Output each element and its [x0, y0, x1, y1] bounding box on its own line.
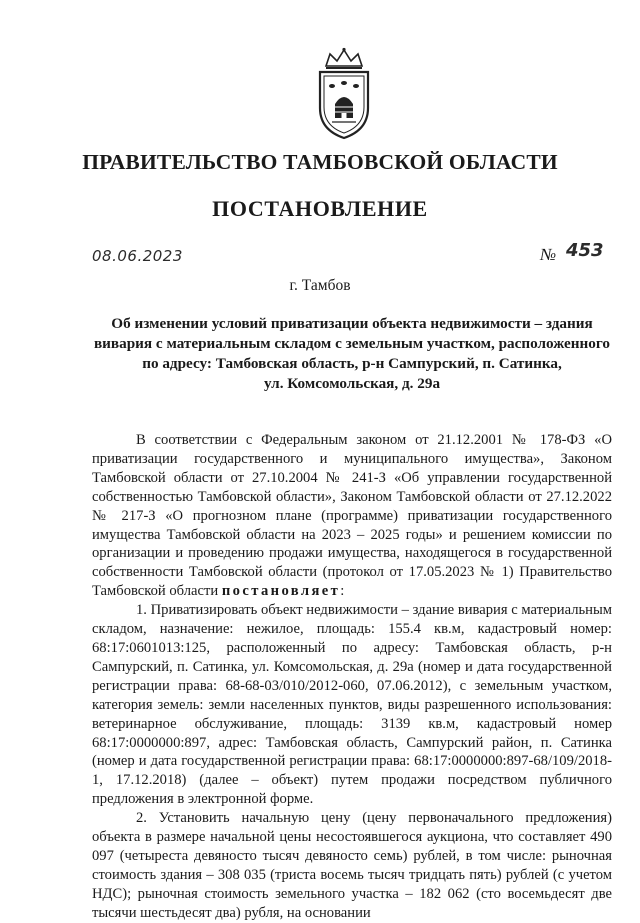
clause-1-paragraph: 1. Приватизировать объект недвижимости – здание вивария с материальным складом, назначение: нежилое, площадь: 155.4 кв.м, кадастровый номер: 68:17:0601013:125, расположенный по адресу: Тамбовская область, р-н Сампурский, п. Сатинка, ул. Комсомольская, д. 29а (номер и дата государственной регистрации права: 68-68-03/010/2012-060, 07.06.2012), с земельным участком, категория земель: земли населенных пунктов, виды разрешенного использования: ветеринарное обслуживание, площадь: 3139 кв.м, кадастровый номер 68:17:0000000:897, адрес: Тамбовская область, Сампурский район, п. Сатинка (номер и дата государственной регистрации права: 68:17:0000000:897-68/109/2018-1, 17.12.2018) (далее – объект) путем продажи посредством публичного предложения в электронной форме. [92, 602, 612, 808]
government-title: ПРАВИТЕЛЬСТВО ТАМБОВСКОЙ ОБЛАСТИ [82, 150, 558, 174]
resolution-keyword: постановляет [221, 583, 341, 600]
number-sign: № [540, 245, 557, 264]
clause-2-paragraph: 2. Установить начальную цену (цену первоначального предложения) объекта в размере начальной цены несостоявшегося аукциона, что составляет 490 097 (четыреста девяносто тысяч девяносто семь) рублей, в том числе: рыночная стоимость здания – 308 035 (триста восемь тысяч тридцать пять) рублей (с учетом НДС); рыночная стоимость земельного участка – 182 062 (сто восемьдесят две тысячи шестьдесят два) рубля, на основании [92, 810, 612, 921]
subject-line: Об изменении условий приватизации объекта недвижимости – здания [111, 315, 593, 332]
document-subject [92, 314, 612, 394]
document-type-title: ПОСТАНОВЛЕНИЕ [212, 196, 428, 221]
preamble-text: В соответствии с Федеральным законом от 21.12.2001 № 178-ФЗ «О приватизации государственного и муниципального имущества», Законом Тамбовской области от 27.10.2004 № 241-З «Об управлении государственной собственностью Тамбовской области», Законом Тамбовской области от 27.12.2022 № 217-З «О прогнозном плане (программе) приватизации государственного имущества Тамбовской области на 2023 – 2025 годы» и решением комиссии по организации и проведению продажи имущества, находящегося в государственной собственности Тамбовской области (протокол от 17.05.2023 № 1) Правительство Тамбовской области [92, 432, 612, 600]
subject-line: вивария с материальным складом с земельным участком, расположенного [93, 335, 611, 352]
subject-line: ул. Комсомольская, д. 29а [263, 375, 441, 392]
document-date: 08.06.2023 [92, 247, 183, 265]
document-number: 453 [566, 240, 604, 261]
document-body [92, 431, 612, 923]
preamble-colon: : [340, 583, 345, 600]
coat-of-arms-emblem [308, 46, 380, 142]
subject-line: по адресу: Тамбовская область, р-н Сампурский, п. Сатинка, [142, 355, 562, 372]
preamble-paragraph [92, 431, 612, 601]
city-line: г. Тамбов [289, 277, 351, 294]
